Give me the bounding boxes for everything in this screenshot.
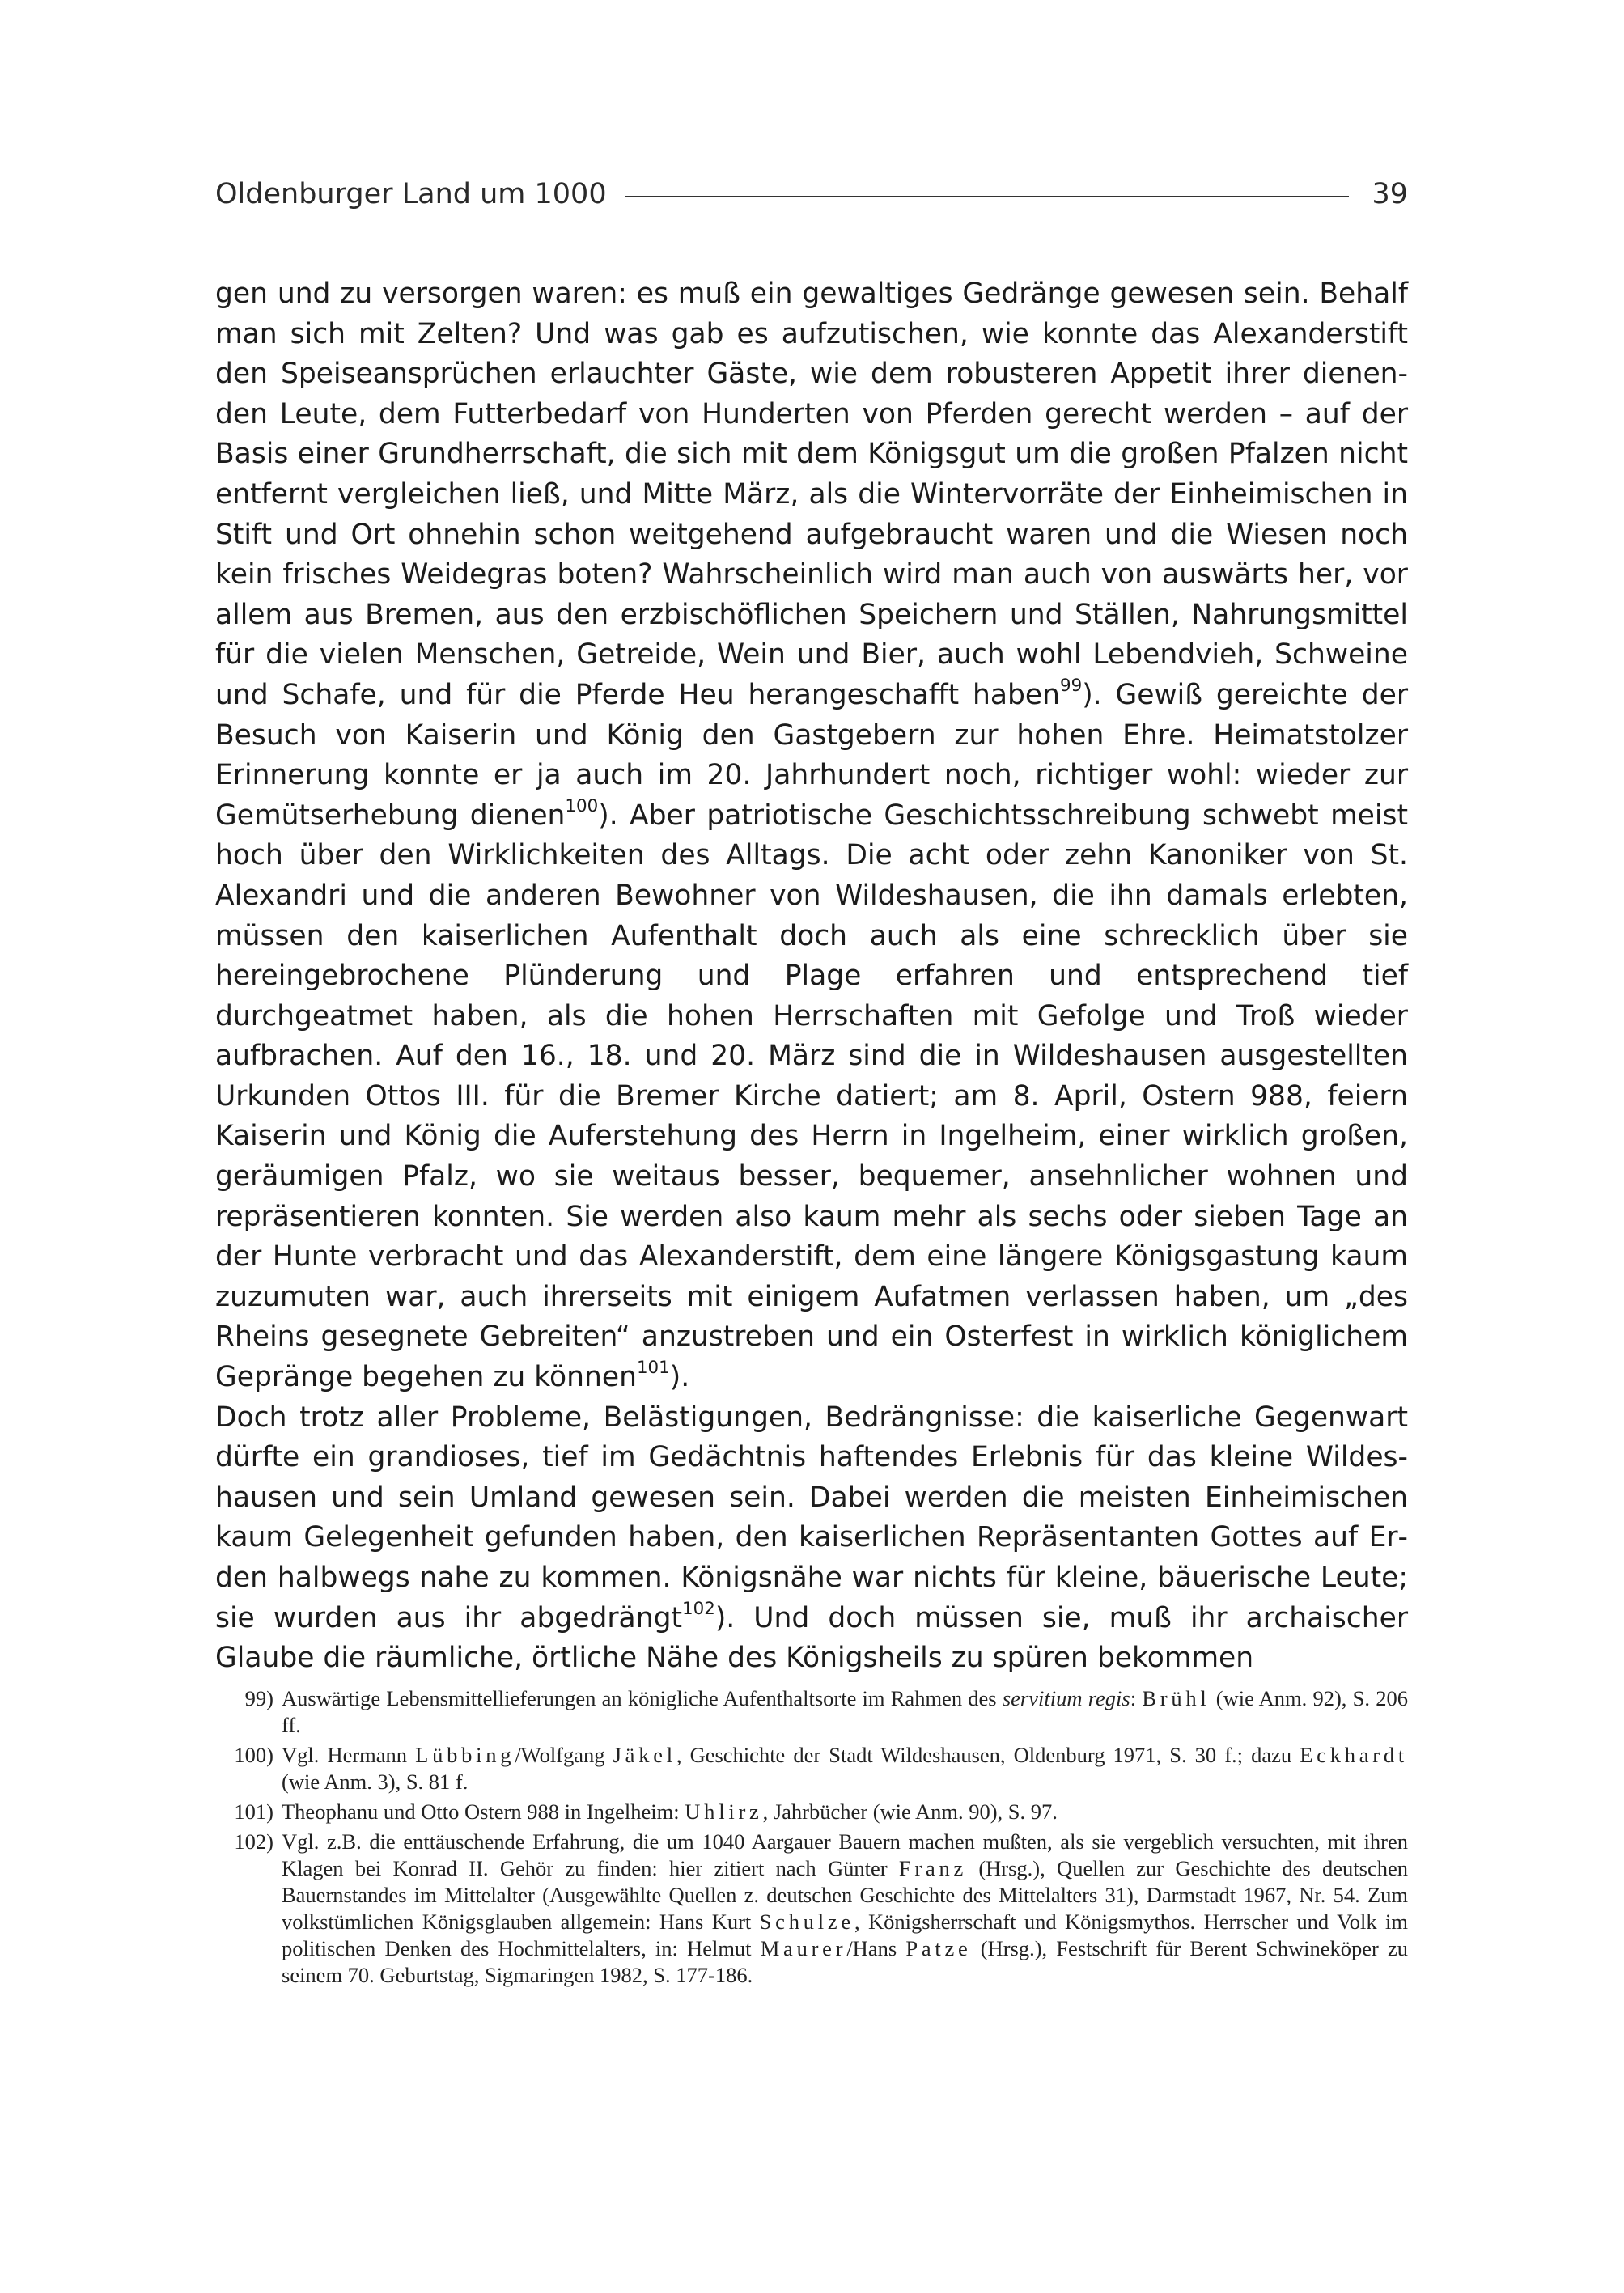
footnote-reference: 100	[565, 795, 599, 816]
author-name: Patze	[905, 1936, 972, 1960]
text-segment: /Hans	[846, 1936, 906, 1960]
text-segment: Vgl. z.B. die enttäuschende Erfahrung, die um 1040 Aargauer Bauern machen mußten, als sie vergeblich versuchten, mit ihren Klagen bei Konrad II. Gehör zu finden: hier zitiert nach Günter	[282, 1829, 1408, 1880]
text-segment: Theophanu und Otto Ostern 988 in Ingelheim:	[282, 1799, 685, 1824]
paragraph	[215, 274, 1408, 1398]
text-segment: ). Und doch müssen sie, muß ihr archaischer Glaube die räumliche, örtliche Nähe des Königsheils zu spüren bekommen	[215, 1601, 1408, 1675]
footnote-text	[282, 1742, 1408, 1795]
text-segment: gen und zu versorgen waren: es muß ein gewaltiges Gedränge gewesen sein. Behalf man sich mit Zelten? Und was gab es aufzutischen, wie konnte das Alexanderstift den Speiseansprüchen erlauchter Gäste, wie dem robusteren Appetit ihrer dienenden Leute, dem Futterbedarf von Hunderten von Pferden gerecht werden – auf der Basis einer Grundherrschaft, die sich mit dem Königsgut um die großen Pfalzen nicht entfernt vergleichen ließ, und Mitte März, als die Wintervorräte der Einheimischen in Stift und Ort ohnehin schon weitgehend aufgebraucht waren und die Wiesen noch kein frisches Weidegras boten? Wahrscheinlich wird man auch von auswärts her, vor allem aus Bremen, aus den erzbischöflichen Speichern und Ställen, Nahrungsmittel für die vielen Menschen, Getreide, Wein und Bier, auch wohl Lebendvieh, Schweine und Schafe, und für die Pferde Heu herangeschafft haben	[215, 278, 1408, 711]
text-segment: , Geschichte der Stadt Wildeshausen, Oldenburg 1971, S. 30 f.; dazu	[676, 1743, 1300, 1767]
author-name: Schulze	[759, 1909, 854, 1934]
text-segment: /Wolfgang	[515, 1743, 613, 1767]
text-segment: ). Gewiß gereichte der Besuch von Kaiserin und König den Gastgebern zur hohen Ehre. Heimatstolzer Erinnerung konnte er ja auch im 20. Jahrhundert noch, richtiger wohl: wieder zur Gemütserhebung dienen	[215, 678, 1408, 832]
author-name: Maurer	[760, 1936, 847, 1960]
italic-text: servitium regis	[1002, 1686, 1130, 1710]
page-number: 39	[1372, 178, 1408, 210]
footnote-text	[282, 1829, 1408, 1989]
author-name: Eckhardt	[1300, 1743, 1409, 1767]
text-segment: (Hrsg.), Festschrift für Berent Schwineköper zu seinem 70. Geburtstag, Sigmaringen 1982, S. 177-186.	[282, 1936, 1408, 1987]
footnote-number: 100)	[234, 1743, 273, 1767]
footnote-reference: 102	[682, 1598, 715, 1619]
footnote-text	[282, 1799, 1408, 1825]
author-name: Jäkel	[613, 1743, 676, 1767]
text-segment: :	[1130, 1686, 1143, 1710]
footnote-number: 99)	[244, 1686, 273, 1710]
author-name: Franz	[898, 1856, 968, 1880]
text-segment: Auswärtige Lebensmittellieferungen an königliche Aufenthaltsorte im Rahmen des	[282, 1686, 1003, 1710]
body-text	[215, 274, 1408, 1679]
text-segment: (wie Anm. 3), S. 81 f.	[282, 1770, 469, 1794]
footnotes-section	[215, 1685, 1408, 1992]
footnote	[215, 1685, 1408, 1739]
footnote-reference: 99	[1059, 675, 1083, 696]
text-segment: , Königsherrschaft und Königsmythos. Herrscher und Volk im politischen Denken des Hochmittelalters, in: Helmut	[282, 1909, 1409, 1960]
paragraph	[215, 1398, 1408, 1679]
text-segment: (wie Anm. 92), S. 206 ff.	[282, 1686, 1408, 1737]
text-segment: , Jahrbücher (wie Anm. 90), S. 97.	[762, 1799, 1058, 1824]
running-header	[215, 178, 1408, 210]
text-segment: ).	[669, 1361, 690, 1394]
text-segment: Doch trotz aller Probleme, Belästigungen, Bedrängnisse: die kaiserliche Gegenwart dürfte ein grandioses, tief im Gedächtnis haftendes Erlebnis für das kleine Wildeshausen und sein Umland gewesen sein. Dabei werden die meisten Einheimischen kaum Gelegenheit gefunden haben, den kaiserlichen Repräsentanten Gottes auf Erden halbwegs nahe zu kommen. Königsnähe war nichts für kleine, bäuerische Leute; sie wurden aus ihr abgedrängt	[215, 1401, 1408, 1634]
text-segment: Vgl. Hermann	[282, 1743, 416, 1767]
footnote-number: 102)	[234, 1829, 273, 1854]
footnote-text	[282, 1685, 1408, 1739]
text-segment: (Hrsg.), Quellen zur Geschichte des deutschen Bauernstandes im Mittelalter (Ausgewählte Quellen z. deutschen Geschichte des Mittelalters 31), Darmstadt 1967, Nr. 54. Zum volkstümlichen Königsglauben allgemein: Hans Kurt	[282, 1856, 1408, 1934]
footnote-reference: 101	[636, 1358, 670, 1378]
header-rule	[625, 196, 1350, 197]
footnote	[215, 1799, 1408, 1825]
footnote	[215, 1742, 1408, 1795]
text-segment: ). Aber patriotische Geschichtsschreibung schwebt meist hoch über den Wirklichkeiten des Alltags. Die acht oder zehn Kanoniker von St. Alexandri und die anderen Bewohner von Wildeshausen, die ihn damals erlebten, müssen den kaiserlichen Aufenthalt doch auch als eine schrecklich über sie hereingebrochene Plünderung und Plage erfahren und entsprechend tief durchgeatmet haben, als die hohen Herrschaften mit Gefolge und Troß wieder aufbrachen. Auf den 16., 18. und 20. März sind die in Wildeshausen ausgestellten Urkunden Ottos III. für die Bremer Kirche datiert; am 8. April, Ostern 988, feiern Kaiserin und König die Auferstehung des Herrn in Ingelheim, einer wirklich großen, geräumigen Pfalz, wo sie weitaus besser, bequemer, ansehnlicher wohnen und repräsentieren konnten. Sie werden also kaum mehr als sechs oder sieben Tage an der Hunte verbracht und das Alexanderstift, dem eine längere Königsgastung kaum zuzumuten war, auch ihrerseits mit einigem Aufatmen verlassen haben, um „des Rheins gesegnete Gebreiten“ anzustreben und ein Osterfest in wirklich königlichem Gepränge begehen zu können	[215, 799, 1408, 1394]
footnote-number: 101)	[234, 1799, 273, 1824]
author-name: Uhlirz	[685, 1799, 763, 1824]
author-name: Brühl	[1142, 1686, 1211, 1710]
footnote	[215, 1829, 1408, 1989]
author-name: Lübbing	[415, 1743, 515, 1767]
running-title: Oldenburger Land um 1000	[215, 178, 607, 210]
